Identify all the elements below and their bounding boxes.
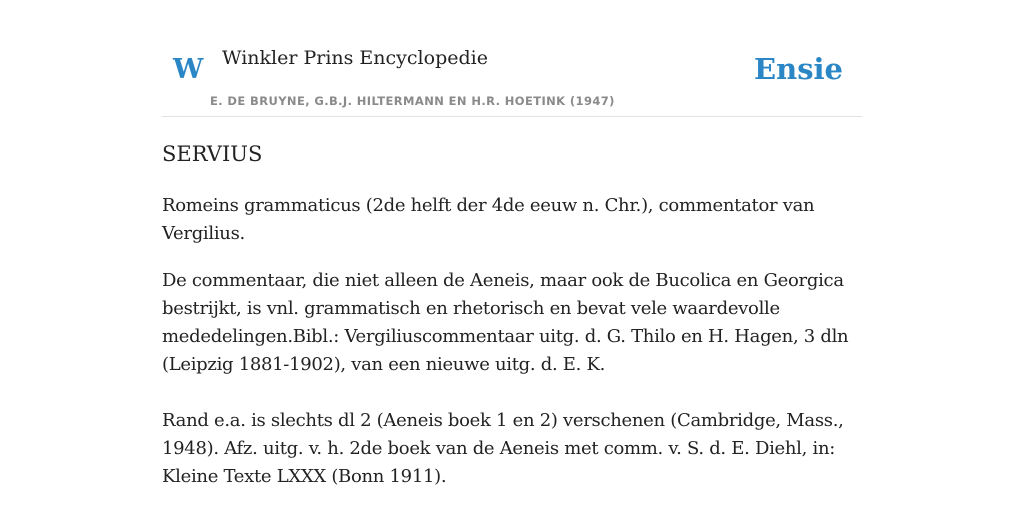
ensie-brand-logo[interactable]: Ensie	[754, 52, 843, 86]
article-paragraph: Rand e.a. is slechts dl 2 (Aeneis boek 1 en 2) verschenen (Cambridge, Mass., 1948). Afz. uitg. v. h. 2de boek van de Aeneis met comm. v. S. d. E. Diehl, in: Kleine Texte LXXX (Bonn 1911).	[162, 410, 844, 487]
winkler-prins-logo[interactable]: W	[173, 54, 204, 85]
site-title[interactable]: Winkler Prins Encyclopedie	[222, 47, 488, 69]
site-subtitle: E. DE BRUYNE, G.B.J. HILTERMANN EN H.R. HOETINK (1947)	[210, 94, 615, 108]
page	[162, 0, 862, 487]
article-paragraph: Romeins grammaticus (2de helft der 4de eeuw n. Chr.), commentator van Vergilius.	[162, 195, 815, 244]
article-title: SERVIUS	[162, 142, 263, 166]
site-header	[162, 0, 862, 117]
article-paragraph: De commentaar, die niet alleen de Aeneis, maar ook de Bucolica en Georgica bestrijkt, is vnl. grammatisch en rhetorisch en bevat vele waardevolle mededelingen.Bibl.: Vergiliuscommentaar uitg. d. G. Thilo en H. Hagen, 3 dln (Leipzig 1881-1902), van een nieuwe uitg. d. E. K.	[162, 270, 849, 375]
